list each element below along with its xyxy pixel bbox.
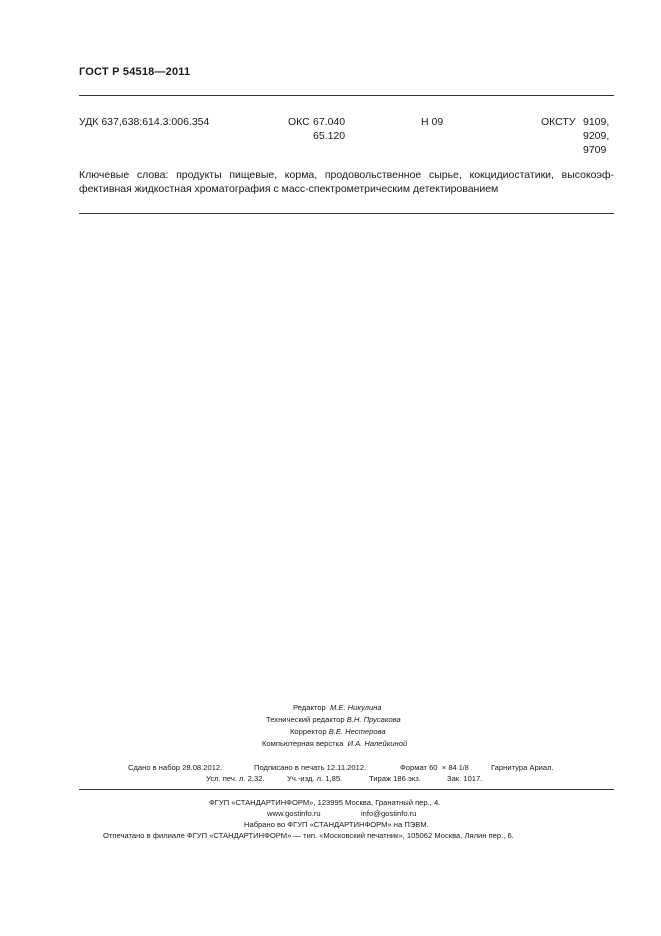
- typeface-info: Гарнитура Ариал.: [491, 763, 554, 772]
- okstu-code-1: 9109,: [583, 116, 610, 128]
- submitted-date: Сдано в набор 28.08.2012.: [128, 763, 223, 772]
- oks-label: ОКС: [288, 116, 310, 128]
- corrector-role: Корректор: [290, 727, 327, 736]
- layout-role: Компьютерная верстка: [262, 739, 344, 748]
- corrector-line: [290, 726, 386, 738]
- tech-editor-name: В.Н. Прусакова: [346, 715, 401, 724]
- publisher-address: ФГУП «СТАНДАРТИНФОРМ», 123995 Москва, Гранатный пер., 4.: [209, 798, 441, 807]
- standard-number: ГОСТ Р 54518—2011: [79, 66, 191, 78]
- udk-code: УДК 637,638:614.3:006.354: [79, 116, 210, 128]
- okstu-code-2: 9209,: [583, 130, 610, 142]
- okstu-label: ОКСТУ: [541, 116, 576, 128]
- keywords-line-1: Ключевые слова: продукты пищевые, корма, продовольственное сырье, кокцидиостатики, высокоэф-: [79, 169, 614, 181]
- oks-code-2: 65.120: [313, 130, 346, 142]
- corrector-name: В.Е. Нестерова: [328, 727, 386, 736]
- editor-name: М.Е. Никулина: [329, 703, 382, 712]
- order-number: Зак. 1017.: [447, 774, 483, 783]
- editor-line: [293, 702, 382, 714]
- tech-editor-role: Технический редактор: [266, 715, 345, 724]
- keywords-divider: [79, 213, 614, 214]
- oks-code-1: 67.040: [313, 116, 346, 128]
- format-value: 84: [448, 763, 457, 772]
- format-label: Формат 60: [400, 763, 438, 772]
- printed-info: Отпечатано в филиале ФГУП «СТАНДАРТИНФОРМ» — тип. «Московский печатник», 105062 Москва, Лялин пер., 6.: [103, 831, 514, 840]
- keywords-line-2: фективная жидкостная хроматография с масс-спектрометрическим детектированием: [79, 183, 499, 195]
- keywords-block: [79, 168, 614, 196]
- top-divider: [79, 95, 614, 96]
- signed-date: Подписано в печать 12.11.2012.: [254, 763, 367, 772]
- publisher-website: www.gostinfo.ru: [267, 809, 321, 818]
- tech-editor-line: [266, 714, 401, 726]
- layout-name: И.А. Налейкиной: [347, 739, 408, 748]
- format-fraction: 1/8: [458, 765, 469, 772]
- group-code: Н 09: [421, 116, 444, 128]
- typeset-info: Набрано во ФГУП «СТАНДАРТИНФОРМ» на ПЭВМ.: [244, 820, 429, 829]
- print-sheets: Усл. печ. л. 2,32.: [206, 774, 265, 783]
- layout-line: [262, 738, 407, 750]
- editor-role: Редактор: [293, 703, 326, 712]
- circulation: Тираж 186 экз.: [369, 774, 421, 783]
- publisher-email: info@gostinfo.ru: [361, 809, 417, 818]
- pub-sheets: Уч.-изд. л. 1,85.: [287, 774, 343, 783]
- format-times: ×: [441, 763, 447, 772]
- okstu-code-3: 9709: [583, 144, 607, 156]
- footer-divider: [79, 789, 614, 790]
